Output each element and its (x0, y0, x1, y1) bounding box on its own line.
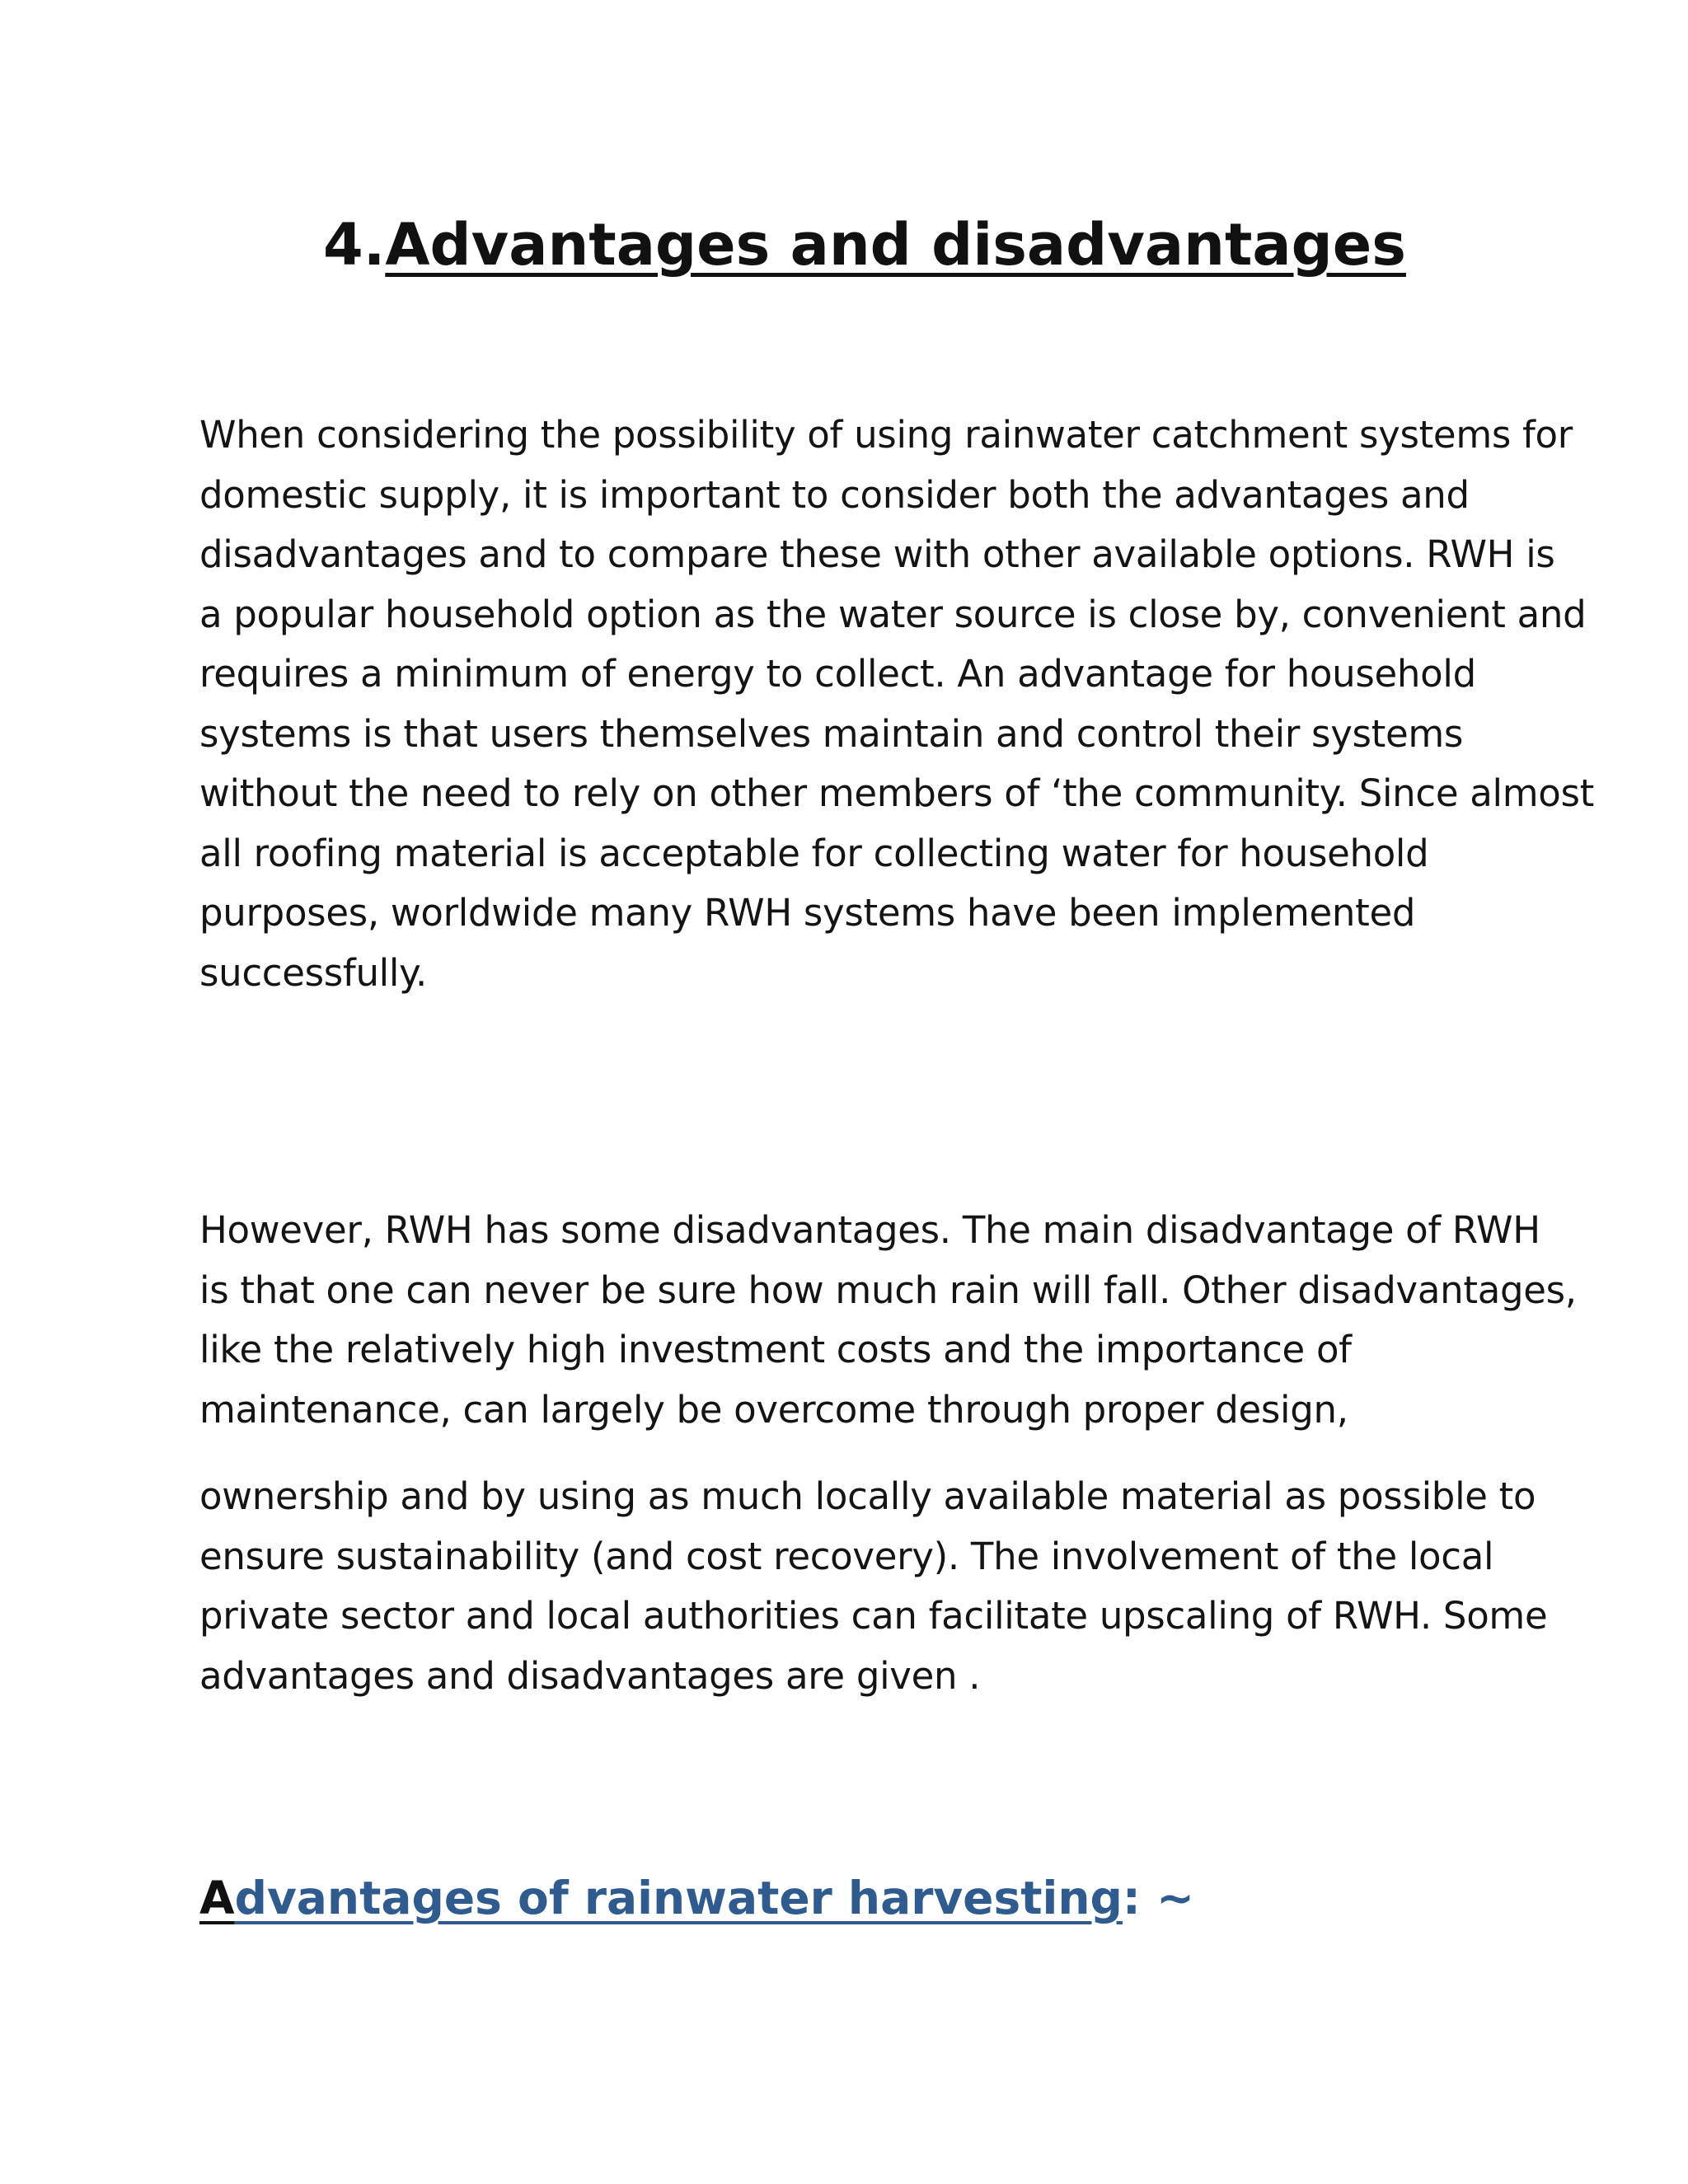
text-line: disadvantages and to compare these with other available options. RWH is (199, 532, 1555, 576)
subheading-text: dvantages of rainwater harvesting (234, 1872, 1123, 1924)
text-line: is that one can never be sure how much rain will fall. Other disadvantages, (199, 1268, 1577, 1312)
text-line: purposes, worldwide many RWH systems have been implemented (199, 891, 1416, 935)
paragraph-ownership (199, 1467, 1548, 1706)
text-line: successfully. (199, 950, 428, 995)
text-line: ensure sustainability (and cost recovery). The involvement of the local (199, 1534, 1494, 1578)
paragraph-disadvantages (199, 1201, 1577, 1440)
section-number: 4. (323, 211, 386, 279)
text-line: advantages and disadvantages are given . (199, 1653, 981, 1698)
text-line: a popular household option as the water source is close by, convenient and (199, 592, 1587, 636)
paragraph-intro (199, 405, 1594, 1003)
text-line: private sector and local authorities can facilitate upscaling of RWH. Some (199, 1594, 1548, 1638)
subheading-advantages (199, 1869, 1194, 1927)
subheading-suffix: : ~ (1122, 1872, 1195, 1924)
text-line: ownership and by using as much locally available material as possible to (199, 1474, 1536, 1518)
text-line: like the relatively high investment costs and the importance of (199, 1328, 1352, 1371)
text-line: requires a minimum of energy to collect. An advantage for household (199, 652, 1476, 696)
text-line: systems is that users themselves maintain and control their systems (199, 711, 1464, 756)
text-line: When considering the possibility of using rainwater catchment systems for (199, 413, 1573, 457)
text-line: domestic supply, it is important to consider both the advantages and (199, 472, 1470, 517)
text-line: However, RWH has some disadvantages. The main disadvantage of RWH (199, 1208, 1540, 1252)
subheading-first-letter: A (199, 1872, 235, 1924)
text-line: all roofing material is acceptable for collecting water for household (199, 831, 1429, 875)
section-title-text: Advantages and disadvantages (385, 211, 1406, 279)
text-line: without the need to rely on other members of ‘the community. Since almost (199, 771, 1594, 815)
text-line: maintenance, can largely be overcome through proper design, (199, 1387, 1348, 1432)
section-title (323, 208, 1406, 282)
